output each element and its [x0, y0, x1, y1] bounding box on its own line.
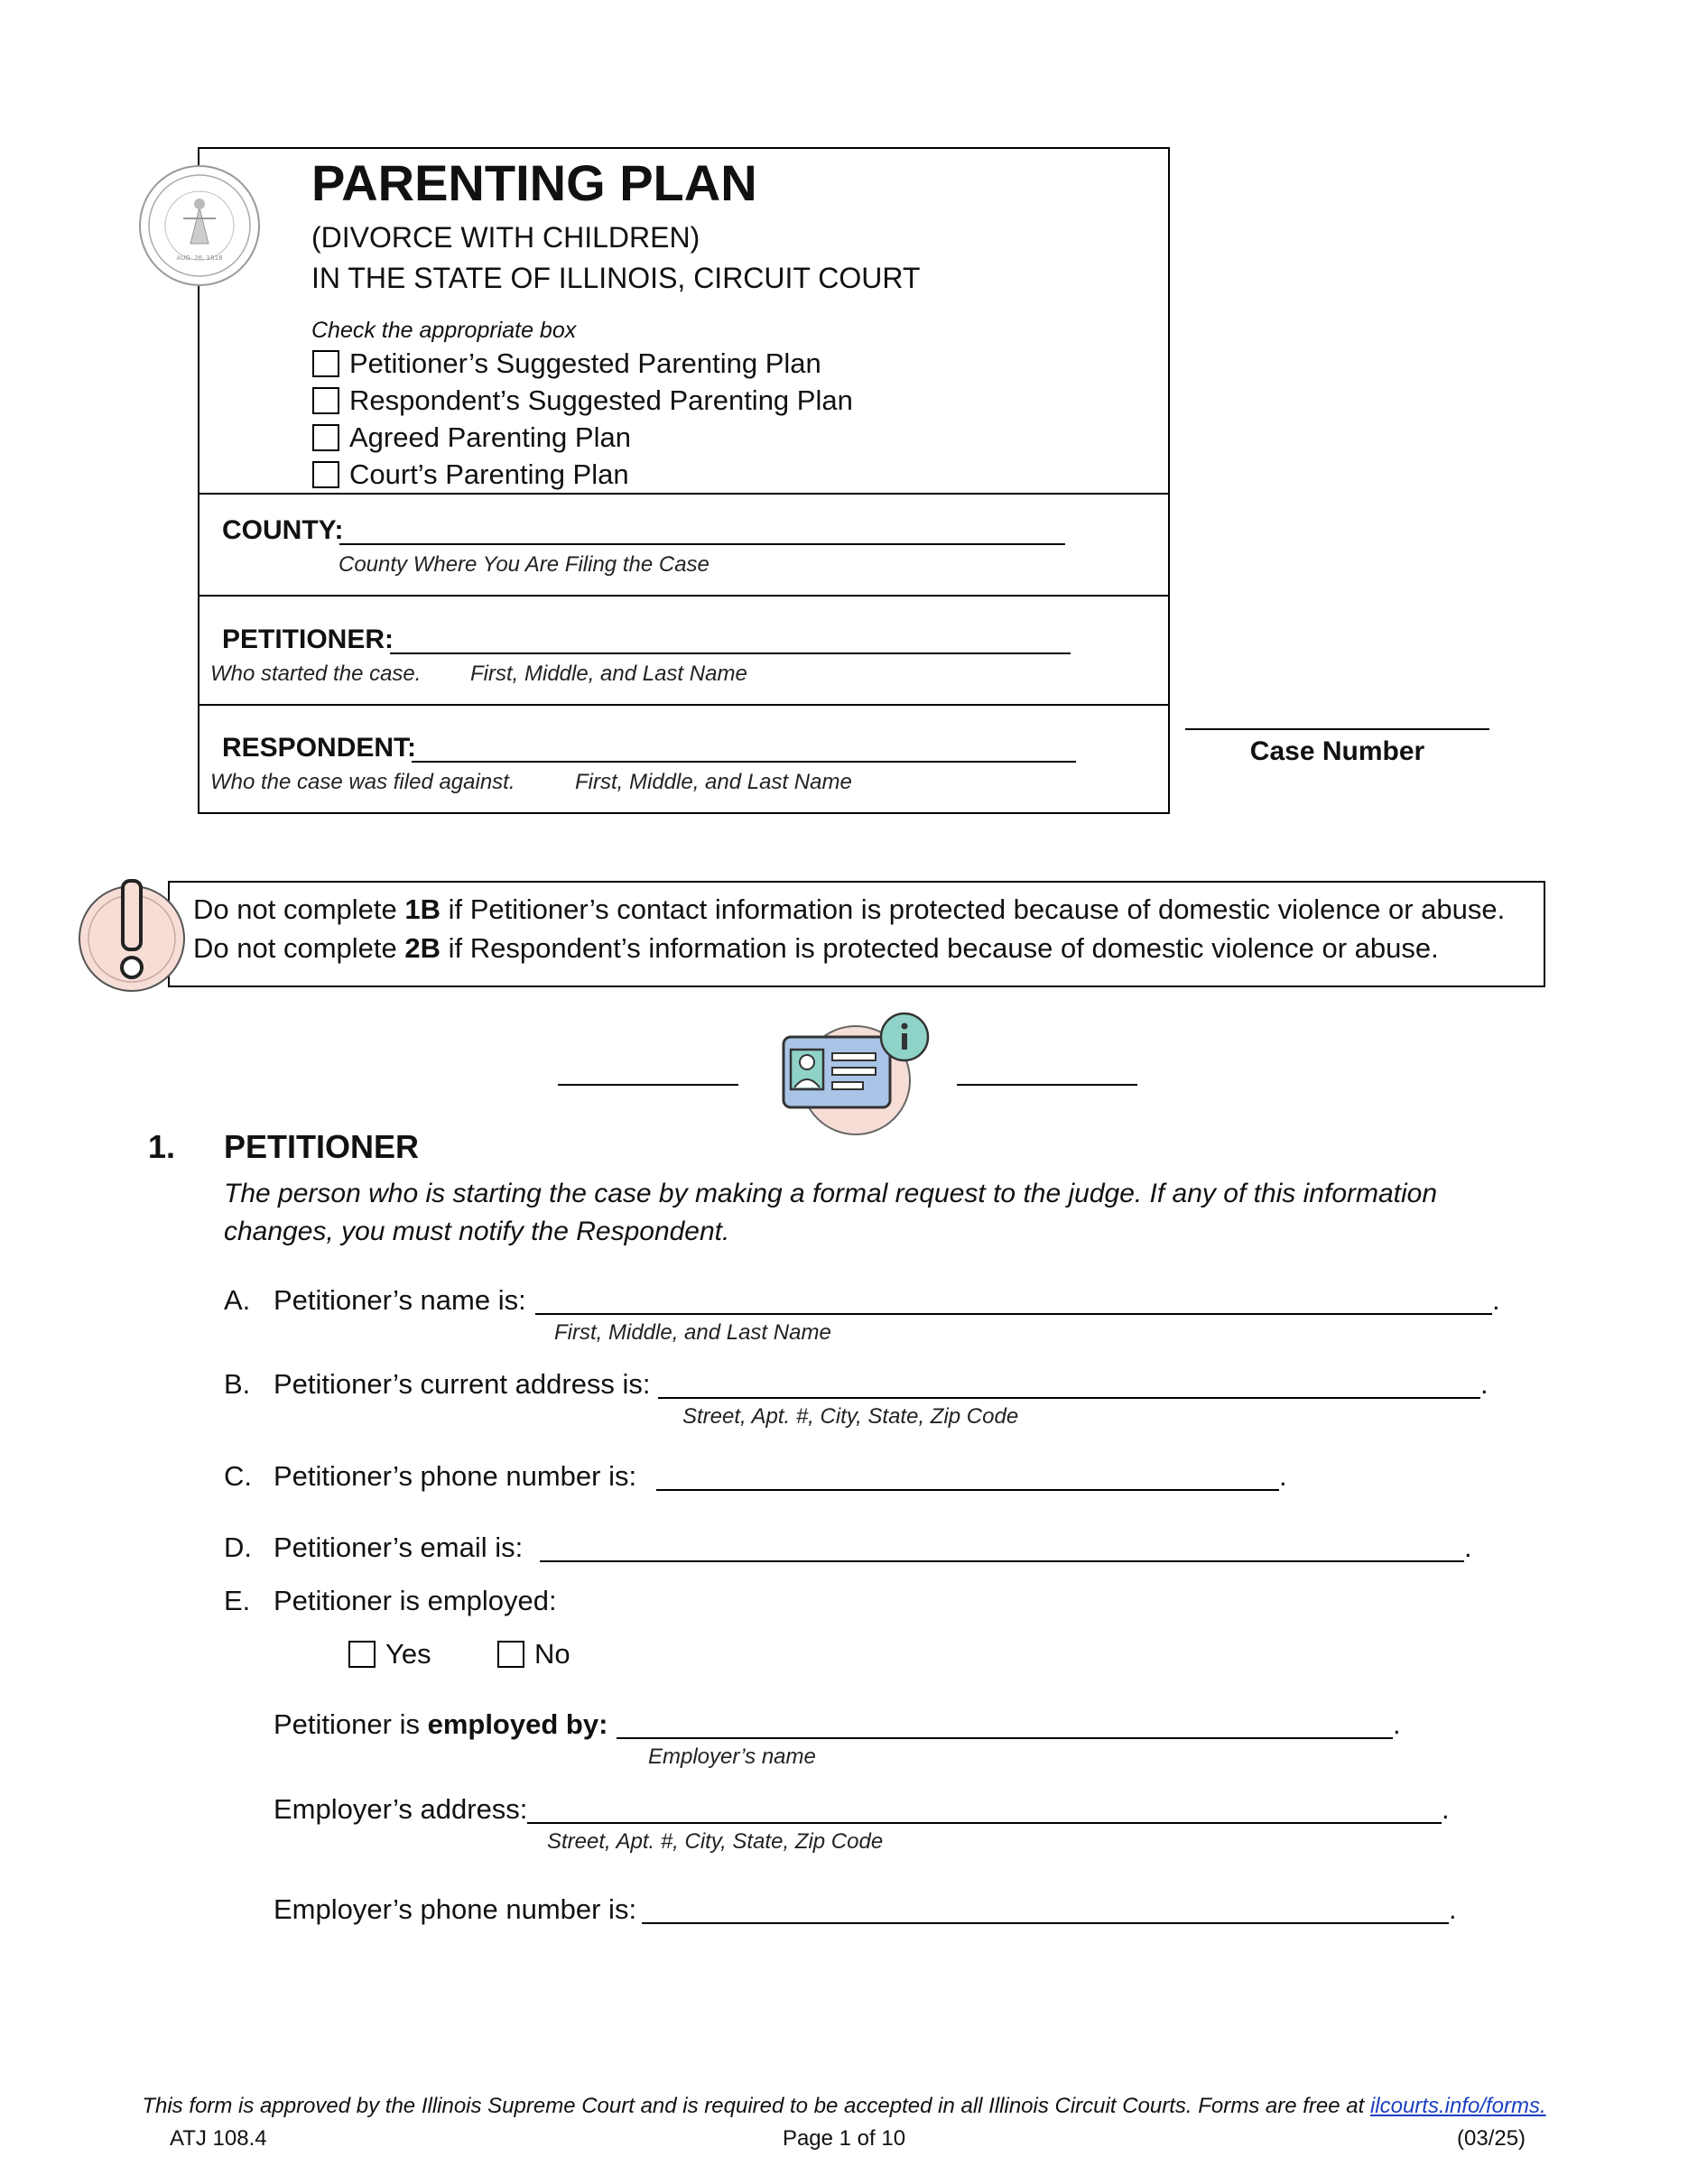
employer-phone-input[interactable] [642, 1922, 1449, 1924]
petitioner-address-hint: Street, Apt. #, City, State, Zip Code [682, 1404, 1019, 1429]
divider-line-left [558, 1084, 738, 1086]
petitioner-address-input[interactable] [658, 1397, 1480, 1399]
header-divider-2 [198, 595, 1170, 597]
employer-phone-label: Employer’s phone number is: [274, 1893, 637, 1925]
item-a-letter: A. [224, 1284, 251, 1316]
header-divider-1 [198, 493, 1170, 495]
page-title: PARENTING PLAN [311, 154, 757, 211]
item-c-letter: C. [224, 1460, 252, 1492]
plan-option-label: Agreed Parenting Plan [349, 421, 631, 453]
period: . [1393, 1708, 1401, 1740]
plan-option-label: Court’s Parenting Plan [349, 458, 629, 490]
employed-no-checkbox[interactable] [497, 1641, 524, 1668]
employed-yes-label: Yes [385, 1638, 431, 1670]
period: . [1449, 1893, 1457, 1925]
respondent-label: RESPONDENT: [222, 733, 417, 763]
case-number-input[interactable] [1185, 728, 1489, 730]
county-input[interactable] [339, 543, 1065, 545]
petitioner-hint-who: Who started the case. [210, 662, 422, 686]
header-divider-3 [198, 704, 1170, 706]
respondent-hint-who: Who the case was filed against. [210, 770, 515, 794]
plan-option-label: Petitioner’s Suggested Parenting Plan [349, 347, 821, 379]
respondent-hint-name: First, Middle, and Last Name [575, 770, 852, 794]
forms-link[interactable]: ilcourts.info/forms. [1369, 2094, 1546, 2118]
page-subtitle: (DIVORCE WITH CHILDREN) [311, 221, 700, 254]
page-number: Page 1 of 10 [782, 2126, 906, 2151]
county-hint: County Where You Are Filing the Case [339, 552, 710, 577]
petitioner-name-input[interactable] [390, 652, 1071, 654]
petitioner-phone-label: Petitioner’s phone number is: [274, 1460, 637, 1492]
item-e-letter: E. [224, 1585, 251, 1616]
warning-icon [74, 874, 190, 996]
item-b-letter: B. [224, 1368, 251, 1400]
petitioner-name-hint: First, Middle, and Last Name [554, 1320, 831, 1345]
petitioner-address-label: Petitioner’s current address is: [274, 1368, 651, 1400]
warning-line-2: Do not complete 2B if Respondent’s information is protected because of domestic violence or abuse. [193, 932, 1439, 964]
plan-option-checkbox-agreed[interactable] [312, 424, 339, 451]
employer-name-hint: Employer’s name [648, 1744, 816, 1769]
form-date: (03/25) [1457, 2126, 1526, 2151]
case-number-label: Case Number [1249, 736, 1425, 766]
county-label: COUNTY: [222, 515, 344, 545]
petitioner-phone-input[interactable] [656, 1489, 1279, 1491]
respondent-name-input[interactable] [412, 761, 1076, 763]
employer-address-hint: Street, Apt. #, City, State, Zip Code [547, 1829, 884, 1854]
plan-option-label: Respondent’s Suggested Parenting Plan [349, 384, 853, 416]
petitioner-label: PETITIONER: [222, 625, 394, 654]
footer-approval: This form is approved by the Illinois Supreme Court and is required to be accepted in all Illinois Circuit Courts. Forms are free at ilcourts.info/forms. [142, 2094, 1546, 2118]
employed-by-label: Petitioner is employed by: [274, 1708, 608, 1740]
plan-option-checkbox-petitioner[interactable] [312, 350, 339, 377]
warning-line-1: Do not complete 1B if Petitioner’s contact information is protected because of domestic violence or abuse. [193, 893, 1506, 925]
divider-line-right [957, 1084, 1137, 1086]
check-instruction: Check the appropriate box [311, 318, 577, 343]
employer-address-label: Employer’s address: [274, 1793, 528, 1825]
petitioner-email-input[interactable] [540, 1560, 1464, 1562]
employer-name-input[interactable] [617, 1737, 1393, 1739]
petitioner-email-label: Petitioner’s email is: [274, 1532, 524, 1563]
plan-option-checkbox-respondent[interactable] [312, 387, 339, 414]
employed-yes-checkbox[interactable] [348, 1641, 376, 1668]
court-name: IN THE STATE OF ILLINOIS, CIRCUIT COURT [311, 262, 921, 294]
period: . [1279, 1460, 1287, 1492]
petitioner-name-label: Petitioner’s name is: [274, 1284, 526, 1316]
section-number: 1. [148, 1128, 176, 1165]
petitioner-hint-name: First, Middle, and Last Name [470, 662, 747, 686]
period: . [1492, 1284, 1500, 1316]
petitioner-employed-label: Petitioner is employed: [274, 1585, 557, 1616]
petitioner-full-name-input[interactable] [535, 1313, 1492, 1315]
svg-text:AUG. 26, 1818: AUG. 26, 1818 [176, 254, 223, 262]
employer-address-input[interactable] [527, 1822, 1442, 1824]
period: . [1480, 1368, 1489, 1400]
period: . [1464, 1532, 1472, 1563]
id-card-icon [778, 1006, 933, 1142]
plan-option-checkbox-court[interactable] [312, 461, 339, 488]
section-description: The person who is starting the case by making a formal request to the judge. If any of this information changes, you must notify the Respondent. [224, 1179, 1438, 1246]
section-title: PETITIONER [224, 1128, 420, 1165]
item-d-letter: D. [224, 1532, 252, 1563]
period: . [1442, 1793, 1450, 1825]
employed-no-label: No [534, 1638, 570, 1670]
form-id: ATJ 108.4 [170, 2126, 267, 2151]
court-seal-logo [136, 162, 263, 289]
